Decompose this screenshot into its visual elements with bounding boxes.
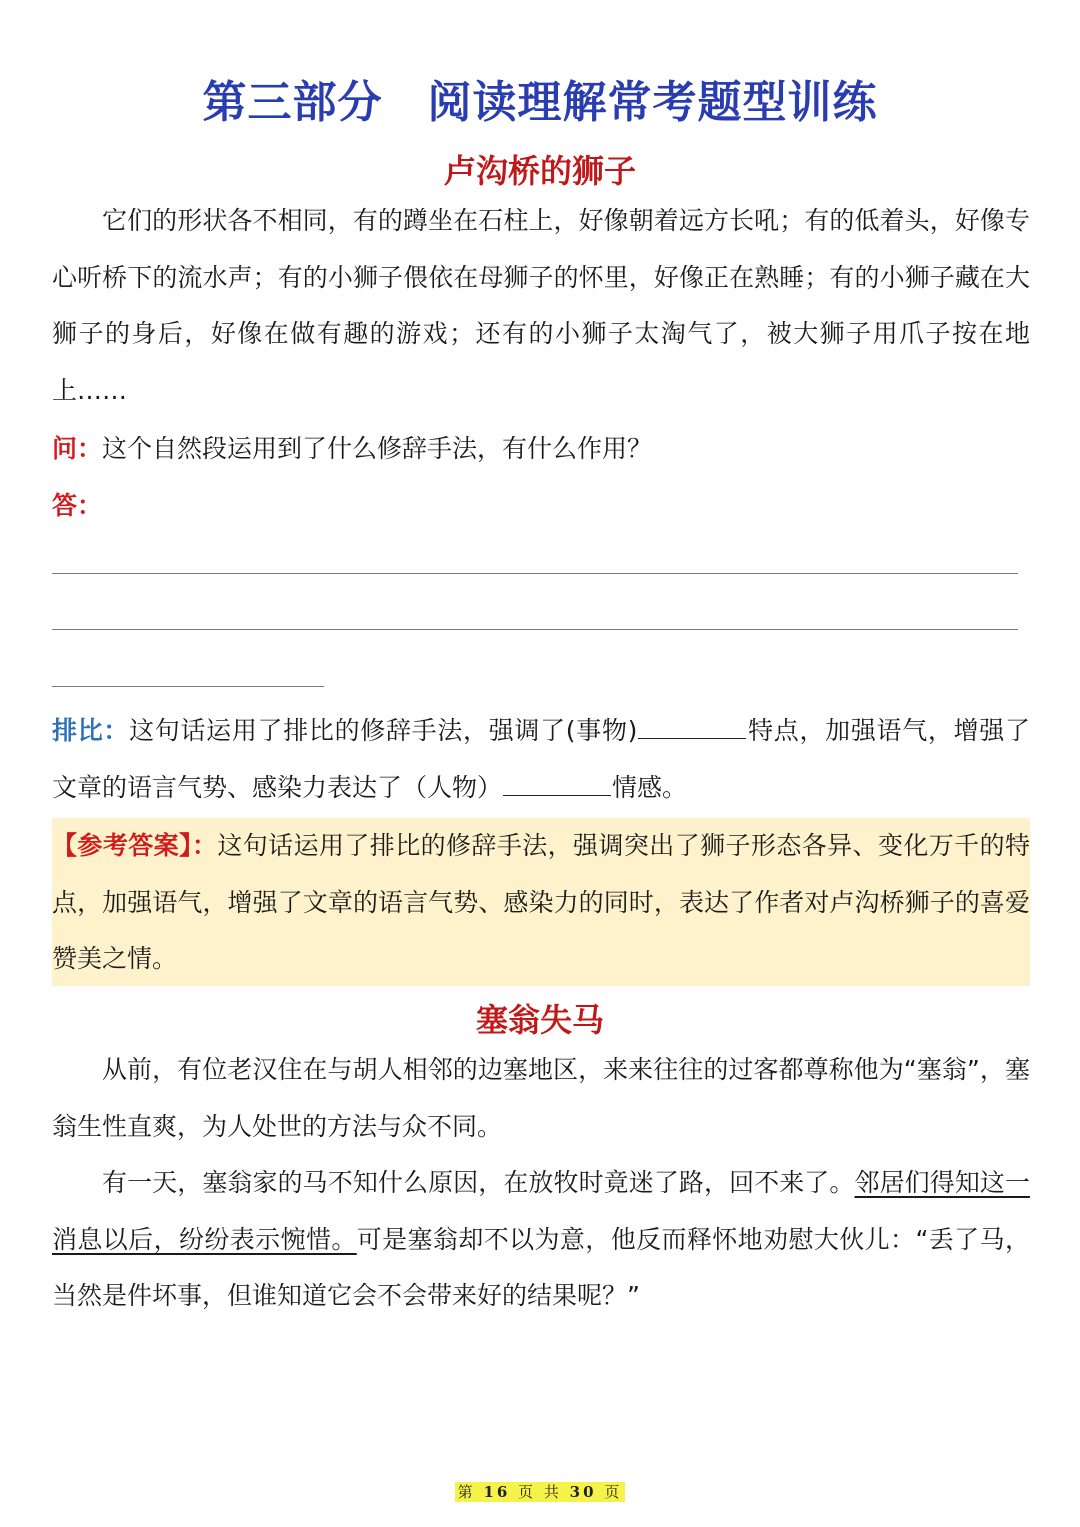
blank-object[interactable] (638, 714, 746, 739)
total-pages: 30 (569, 1483, 597, 1501)
footer-prefix: 第 (457, 1483, 476, 1501)
answer-line-2[interactable] (52, 629, 1018, 630)
blank-person[interactable] (503, 771, 611, 796)
answer-row (52, 486, 102, 526)
template-label: 排比： (52, 716, 130, 745)
template-text-2: 特点，加强语气，增强了文章的语言气势、感染力表达了（人物） (52, 716, 1030, 802)
reference-answer-box (52, 818, 1030, 986)
question-label: 问： (52, 434, 103, 463)
template-text-3: 情感。 (612, 772, 688, 802)
section-title-saiweng: 塞翁失马 (475, 1001, 604, 1039)
footer-middle: 页 共 (518, 1483, 562, 1501)
footer-suffix: 页 (604, 1483, 623, 1501)
page-number (455, 1482, 626, 1502)
passage-lugou-bridge: 它们的形状各不相同，有的蹲坐在石柱上，好像朝着远方长吼；有的低着头，好像专心听桥下的流水声；有的小狮子偎依在母狮子的怀里，好像正在熟睡；有的小狮子藏在大狮子的身后，好像在做有趣的游戏；还有的小狮子太淘气了，被大狮子用爪子按在地上…… (52, 206, 1030, 405)
template-text-1: 这句话运用了排比的修辞手法，强调了(事物) (129, 716, 638, 745)
reference-answer (52, 818, 1030, 988)
underlined-sentence: 邻居们得知这一消息以后，纷纷表示惋惜。 (52, 1168, 1030, 1254)
question-text: 这个自然段运用到了什么修辞手法，有什么作用？ (102, 434, 653, 463)
section-title-lugou-bridge: 卢沟桥的狮子 (443, 152, 636, 190)
reference-label: 【参考答案】： (52, 831, 218, 860)
parallelism-template (52, 703, 1030, 816)
answer-line-3[interactable] (52, 686, 324, 687)
answer-line-1[interactable] (52, 573, 1018, 574)
main-title: 第三部分 阅读理解常考题型训练 (202, 77, 878, 128)
passage-saiweng-2 (52, 1155, 1030, 1325)
reference-text: 这句话运用了排比的修辞手法，强调突出了狮子形态各异、变化万千的特点，加强语气，增强了文章的语言气势、感染力的同时，表达了作者对卢沟桥狮子的喜爱赞美之情。 (52, 831, 1030, 973)
passage-saiweng-1: 从前，有位老汉住在与胡人相邻的边塞地区，来来往往的过客都尊称他为“塞翁”，塞翁生性直爽，为人处世的方法与众不同。 (52, 1055, 1030, 1141)
page-footer (0, 1481, 1080, 1502)
question-row (52, 429, 652, 469)
passage-saiweng-2-start: 有一天，塞翁家的马不知什么原因，在放牧时竟迷了路，回不来了。 (102, 1168, 855, 1197)
passage-saiweng-2-end: 可是塞翁却不以为意，他反而释怀地劝慰大伙儿：“丢了马，当然是件坏事，但谁知道它会不会带来好的结果呢？” (52, 1224, 1030, 1310)
current-page: 16 (483, 1483, 511, 1501)
answer-label: 答： (52, 491, 103, 520)
